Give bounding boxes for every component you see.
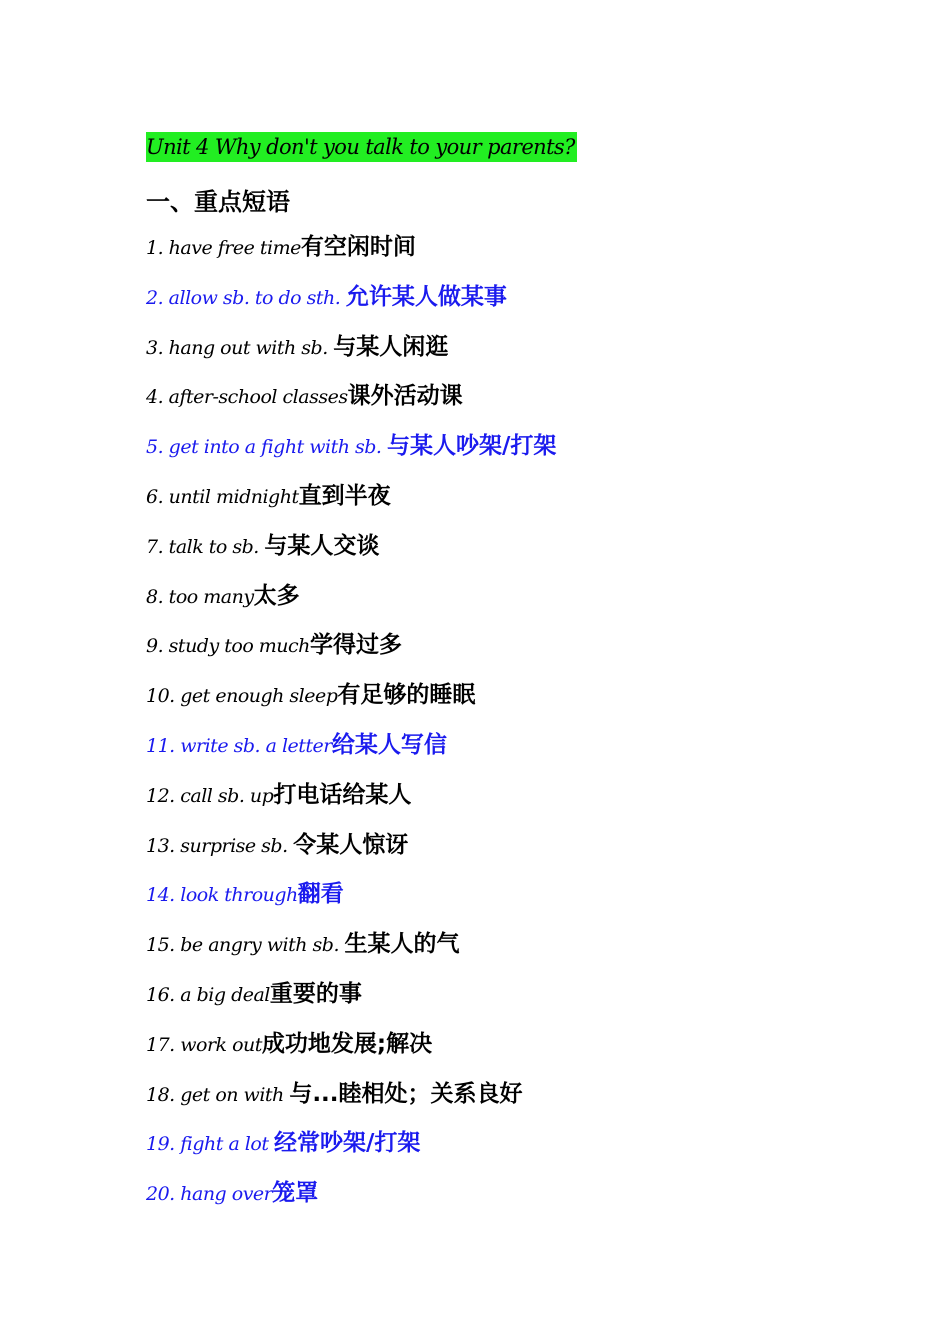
- phrase-chinese: 成功地发展;解决: [261, 1030, 433, 1057]
- phrase-chinese: 太多: [253, 582, 300, 609]
- phrase-chinese: 生某人的气: [344, 931, 460, 958]
- phrase-item: [146, 627, 556, 677]
- phrase-english: get into a fight with sb.: [163, 436, 387, 459]
- phrase-item: [146, 378, 556, 428]
- phrase-number: 12.: [146, 784, 175, 807]
- phrase-item: [146, 528, 556, 578]
- phrase-chinese: 打电话给某人: [273, 781, 412, 808]
- phrase-number: 14.: [146, 884, 175, 907]
- phrase-number: 5.: [146, 436, 164, 459]
- phrase-number: 20.: [146, 1183, 175, 1206]
- phrase-english: until midnight: [163, 485, 299, 508]
- phrase-item: [146, 1175, 556, 1225]
- phrase-number: 3.: [146, 336, 164, 359]
- phrase-item: [146, 1125, 556, 1175]
- phrase-chinese: 直到半夜: [298, 482, 391, 509]
- phrase-english: after-school classes: [163, 386, 348, 409]
- phrase-item: [146, 827, 556, 877]
- section-heading: 一、重点短语: [146, 188, 290, 216]
- phrase-number: 19.: [146, 1133, 175, 1156]
- phrase-chinese: 课外活动课: [347, 383, 463, 410]
- phrase-english: hang out with sb.: [163, 336, 334, 359]
- phrase-chinese: 允许某人做某事: [345, 283, 507, 310]
- phrase-chinese: 与某人交谈: [264, 532, 380, 559]
- phrase-chinese: 与某人闲逛: [333, 333, 449, 360]
- phrase-english: look through: [174, 884, 298, 907]
- phrase-english: be angry with sb.: [174, 934, 345, 957]
- phrase-number: 7.: [146, 535, 164, 558]
- phrase-english: call sb. up: [174, 784, 274, 807]
- phrase-item: [146, 727, 556, 777]
- phrase-item: [146, 777, 556, 827]
- phrase-english: surprise sb.: [174, 834, 294, 857]
- phrase-item: [146, 926, 556, 976]
- phrase-item: [146, 578, 556, 628]
- phrase-chinese: 翻看: [297, 881, 344, 908]
- phrase-number: 13.: [146, 834, 175, 857]
- phrase-number: 4.: [146, 386, 164, 409]
- phrase-item: [146, 428, 556, 478]
- phrase-english: fight a lot: [174, 1133, 274, 1156]
- phrase-english: talk to sb.: [163, 535, 265, 558]
- phrase-english: have free time: [163, 237, 301, 259]
- unit-title: Unit 4 Why don't you talk to your parents?: [146, 132, 577, 162]
- phrase-item: [146, 1076, 556, 1126]
- phrase-number: 18.: [146, 1083, 175, 1106]
- phrase-item: [146, 229, 556, 279]
- phrase-chinese: 有空闲时间: [300, 234, 416, 260]
- phrase-english: hang over: [174, 1183, 273, 1206]
- phrase-item: [146, 876, 556, 926]
- phrase-item: [146, 976, 556, 1026]
- phrase-chinese: 与某人吵架/打架: [386, 433, 557, 460]
- phrase-chinese: 给某人写信: [331, 731, 447, 758]
- phrase-number: 6.: [146, 485, 164, 508]
- phrase-chinese: 经常吵架/打架: [274, 1130, 421, 1157]
- phrase-english: study too much: [163, 635, 310, 658]
- phrase-number: 17.: [146, 1033, 175, 1056]
- phrase-item: [146, 329, 556, 379]
- phrase-item: [146, 677, 556, 727]
- phrase-number: 16.: [146, 983, 175, 1006]
- phrase-english: too many: [163, 585, 254, 608]
- phrase-number: 11.: [146, 734, 175, 757]
- phrase-chinese: 学得过多: [309, 632, 402, 659]
- phrase-english: write sb. a letter: [174, 734, 332, 757]
- phrase-english: get on with: [174, 1083, 290, 1106]
- phrase-chinese: 笼罩: [272, 1180, 319, 1207]
- phrase-number: 1.: [146, 237, 164, 259]
- phrase-number: 2.: [146, 286, 164, 309]
- phrase-item: [146, 478, 556, 528]
- phrase-chinese: 与...睦相处；关系良好: [289, 1080, 523, 1107]
- phrase-number: 15.: [146, 934, 175, 957]
- phrase-english: get enough sleep: [174, 685, 338, 708]
- phrase-list: [146, 229, 556, 1225]
- phrase-number: 9.: [146, 635, 164, 658]
- phrase-item: [146, 1026, 556, 1076]
- phrase-number: 8.: [146, 585, 164, 608]
- phrase-item: [146, 279, 556, 329]
- phrase-chinese: 重要的事: [269, 980, 362, 1007]
- phrase-chinese: 令某人惊讶: [293, 831, 409, 858]
- phrase-number: 10.: [146, 685, 175, 708]
- phrase-english: allow sb. to do sth.: [163, 286, 346, 309]
- phrase-english: a big deal: [174, 983, 270, 1006]
- phrase-english: work out: [174, 1033, 262, 1056]
- phrase-chinese: 有足够的睡眠: [337, 682, 476, 709]
